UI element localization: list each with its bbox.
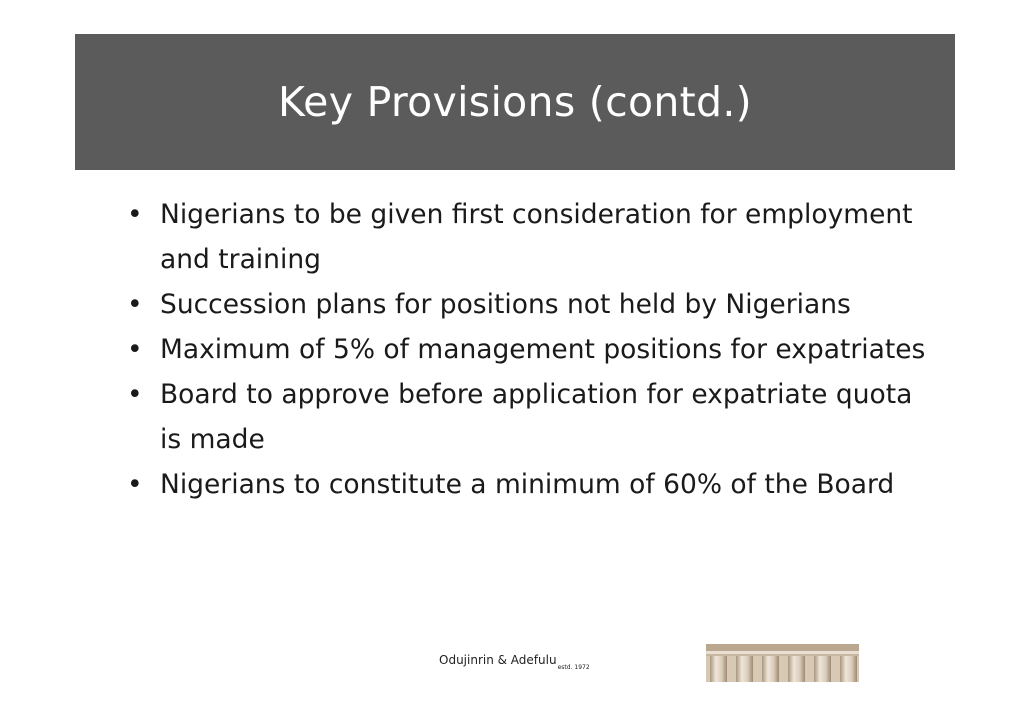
slide-title: Key Provisions (contd.) [278, 78, 752, 126]
bullet-item [127, 192, 927, 282]
bullet-text: Board to approve before application for expatriate quota is made [160, 379, 913, 455]
bullet-text: Nigerians to constitute a minimum of 60% of the Board [160, 469, 895, 500]
bullet-point-icon: • [127, 334, 143, 365]
footer-firm-label [439, 653, 590, 671]
bullet-point-icon: • [127, 379, 143, 410]
bullet-point-icon: • [127, 199, 143, 230]
bullet-item [127, 372, 927, 462]
columns-illustration [706, 644, 859, 682]
footer-established: estd. 1972 [557, 664, 590, 671]
footer-firm-name: Odujinrin & Adefulu [439, 653, 557, 667]
bullet-item [127, 462, 927, 507]
bullet-point-icon: • [127, 289, 143, 320]
bullet-text: Succession plans for positions not held by Nigerians [160, 289, 851, 320]
bullet-item [127, 282, 927, 327]
bullet-text: Maximum of 5% of management positions for expatriates [160, 334, 926, 365]
bullet-text: Nigerians to be given first consideration for employment and training [160, 199, 913, 275]
bullet-point-icon: • [127, 469, 143, 500]
classical-columns-image [706, 644, 859, 682]
bullet-list [127, 192, 927, 507]
bullet-item [127, 327, 927, 372]
title-bar [75, 34, 955, 170]
